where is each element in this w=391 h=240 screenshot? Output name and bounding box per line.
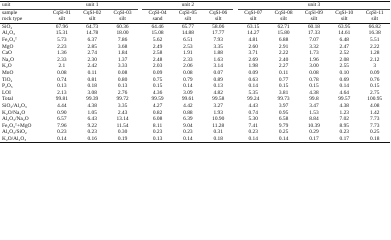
- value-cell: 2.06: [183, 63, 193, 70]
- value-cell: 2.60: [248, 43, 258, 50]
- value-cell: 0.14: [183, 83, 193, 90]
- row-label: Al₂O₃: [2, 30, 16, 37]
- value-cell: 64.73: [86, 23, 99, 30]
- value-cell: 7.96: [57, 122, 67, 129]
- value-cell: 99.59: [151, 96, 164, 103]
- value-cell: 6.08: [152, 116, 163, 123]
- value-cell: 1.98: [248, 63, 258, 70]
- value-cell: 2.52: [339, 50, 349, 57]
- value-cell: 4.38: [339, 102, 349, 109]
- value-cell: 0.07: [213, 69, 223, 76]
- row-label: MgO: [2, 43, 14, 50]
- value-cell: 11.28: [212, 122, 225, 129]
- value-cell: 9.22: [87, 122, 97, 129]
- sample-id: CqSl-08: [274, 9, 293, 16]
- value-cell: 1.23: [339, 109, 349, 116]
- value-cell: 8.11: [152, 122, 163, 129]
- value-cell: 1.84: [117, 50, 128, 57]
- value-cell: 6.88: [278, 36, 289, 43]
- rock-type-label: rock type: [0, 16, 47, 23]
- value-cell: 2.69: [248, 56, 258, 63]
- table-row: [0, 96, 390, 103]
- value-cell: 0.75: [152, 76, 163, 83]
- rock-type: silt: [107, 16, 137, 23]
- value-cell: 3.68: [117, 43, 128, 50]
- value-cell: 0.76: [370, 76, 380, 83]
- value-cell: 6.58: [278, 116, 289, 123]
- table-row: [0, 103, 390, 110]
- value-cell: 99.24: [247, 96, 260, 103]
- value-cell: 0.09: [152, 69, 163, 76]
- rock-type: silt: [47, 16, 77, 23]
- value-cell: 99.72: [116, 96, 129, 103]
- value-cell: 62.71: [277, 23, 290, 30]
- value-cell: 99.57: [338, 96, 351, 103]
- value-cell: 2.49: [152, 43, 163, 50]
- value-cell: 0.13: [57, 83, 67, 90]
- value-cell: 0.30: [117, 129, 128, 136]
- value-cell: 4.44: [57, 102, 67, 109]
- value-cell: 2.85: [87, 43, 97, 50]
- major-element-table: [0, 1, 390, 143]
- value-cell: 14.27: [247, 30, 260, 37]
- value-cell: 3.09: [183, 89, 193, 96]
- value-cell: 0.19: [107, 136, 137, 143]
- table-row: [0, 90, 390, 97]
- sample-id: CqSl-07: [244, 9, 263, 16]
- value-cell: 4.08: [370, 102, 380, 109]
- value-cell: 0.25: [278, 129, 289, 136]
- sample-id: CqSl-05: [178, 9, 197, 16]
- value-cell: 5.35: [248, 89, 258, 96]
- value-cell: 0.82: [152, 109, 163, 116]
- value-cell: 0.08: [309, 69, 319, 76]
- value-cell: 7.93: [213, 36, 223, 43]
- sample-header-row: [0, 9, 390, 16]
- value-cell: 3.27: [213, 102, 223, 109]
- value-cell: 4.27: [152, 102, 163, 109]
- value-cell: 0.15: [278, 83, 289, 90]
- value-cell: 2.08: [339, 56, 349, 63]
- row-label: CaO: [2, 50, 12, 57]
- value-cell: 16.38: [368, 30, 381, 37]
- value-cell: 0.17: [329, 136, 359, 143]
- sample-id: CqSl-06: [209, 9, 228, 16]
- value-cell: 9.04: [183, 122, 193, 129]
- rock-type: silt: [329, 16, 359, 23]
- table-row: [0, 77, 390, 84]
- value-cell: 15.80: [277, 30, 290, 37]
- value-cell: 0.23: [339, 129, 349, 136]
- value-cell: 14.61: [338, 30, 351, 37]
- value-cell: 0.25: [370, 129, 380, 136]
- value-cell: 2.40: [278, 56, 289, 63]
- sample-id: CqSl-02: [83, 9, 102, 16]
- value-cell: 0.11: [278, 69, 289, 76]
- table-row: [0, 44, 390, 51]
- value-cell: 0.23: [183, 129, 193, 136]
- value-cell: 3.33: [117, 63, 128, 70]
- value-cell: 0.14: [238, 136, 268, 143]
- value-cell: 0.63: [248, 76, 258, 83]
- value-cell: 2.48: [152, 56, 163, 63]
- value-cell: 64.46: [151, 23, 164, 30]
- rock-type: silt: [203, 16, 233, 23]
- value-cell: 2.30: [87, 56, 97, 63]
- value-cell: 2.22: [370, 43, 380, 50]
- value-cell: 1.96: [309, 56, 319, 63]
- sample-id: CqSl-03: [113, 9, 132, 16]
- table-row: [0, 83, 390, 90]
- row-label: SiO₂: [2, 23, 13, 30]
- table-row: [0, 63, 390, 70]
- value-cell: 18.00: [116, 30, 129, 37]
- value-cell: 0.14: [248, 83, 258, 90]
- value-cell: 0.23: [87, 129, 97, 136]
- value-cell: 0.23: [152, 129, 163, 136]
- value-cell: 5.62: [152, 36, 163, 43]
- value-cell: 3: [373, 63, 377, 70]
- row-label: TiO₂: [2, 76, 13, 83]
- value-cell: 58.06: [212, 23, 225, 30]
- sample-id: CqSl-01: [52, 9, 71, 16]
- sample-id: CqSl-10: [335, 9, 354, 16]
- value-cell: 6.48: [339, 36, 349, 43]
- value-cell: 14.78: [86, 30, 99, 37]
- value-cell: 66.82: [368, 23, 381, 30]
- value-cell: 0.14: [268, 136, 298, 143]
- value-cell: 1.91: [183, 50, 193, 57]
- value-cell: 7.41: [248, 122, 258, 129]
- value-cell: 4.38: [87, 102, 97, 109]
- value-cell: 65.77: [181, 23, 194, 30]
- row-label: Na₂O: [2, 56, 15, 63]
- value-cell: 0.74: [57, 76, 67, 83]
- value-cell: 6.39: [183, 116, 193, 123]
- value-cell: 3.47: [309, 102, 319, 109]
- value-cell: 2.33: [183, 56, 193, 63]
- value-cell: 0.09: [248, 69, 258, 76]
- unit-label: unit: [0, 2, 47, 10]
- row-label: Al₂O₃/SiO₂: [2, 129, 27, 136]
- table-row: [0, 136, 390, 143]
- row-label: SiO₂/Al₂O₃: [2, 102, 27, 109]
- sample-label: sample: [2, 9, 18, 16]
- value-cell: 6.37: [87, 36, 97, 43]
- value-cell: 0.80: [117, 76, 128, 83]
- value-cell: 99.81: [55, 96, 68, 103]
- value-cell: 14.88: [181, 30, 194, 37]
- value-cell: 0.23: [248, 129, 258, 136]
- value-cell: 15.31: [55, 30, 68, 37]
- table-row: [0, 116, 390, 123]
- value-cell: 2.75: [370, 89, 380, 96]
- table-row: [0, 50, 390, 57]
- value-cell: 0.15: [370, 83, 380, 90]
- value-cell: 100.95: [367, 96, 383, 103]
- value-cell: 0.15: [309, 83, 319, 90]
- row-label: K₂O/Al₂O₃: [0, 136, 47, 143]
- value-cell: 0.69: [339, 76, 349, 83]
- table-row: [0, 57, 390, 64]
- value-cell: 3.71: [248, 50, 258, 57]
- value-cell: 5.51: [370, 36, 380, 43]
- value-cell: 9.79: [278, 122, 289, 129]
- value-cell: 0.14: [47, 136, 77, 143]
- rock-type: silt: [359, 16, 390, 23]
- value-cell: 0.13: [142, 136, 172, 143]
- value-cell: 0.15: [152, 83, 163, 90]
- value-cell: 0.81: [87, 76, 97, 83]
- value-cell: 60.18: [307, 23, 320, 30]
- value-cell: 99.39: [86, 96, 99, 103]
- value-cell: 5.73: [57, 36, 67, 43]
- value-cell: 1.63: [213, 56, 223, 63]
- value-cell: 8.84: [309, 116, 319, 123]
- row-label: K₂O/Na₂O: [2, 109, 26, 116]
- row-label: K₂O: [2, 63, 12, 70]
- table-row: [0, 129, 390, 136]
- value-cell: 99.8: [309, 96, 319, 103]
- value-cell: 0.18: [359, 136, 390, 143]
- value-cell: 0.10: [339, 69, 349, 76]
- value-cell: 0.13: [117, 83, 128, 90]
- value-cell: 7.07: [309, 36, 319, 43]
- value-cell: 0.23: [57, 129, 67, 136]
- value-cell: 3.14: [213, 63, 223, 70]
- value-cell: 99.61: [181, 96, 194, 103]
- value-cell: 0.79: [183, 76, 193, 83]
- value-cell: 0.89: [213, 76, 223, 83]
- value-cell: 99.73: [277, 96, 290, 103]
- value-cell: 3.35: [213, 43, 223, 50]
- value-cell: 2.58: [152, 50, 163, 57]
- value-cell: 2.1: [58, 63, 66, 70]
- rock-type: silt: [268, 16, 298, 23]
- unit-1-header: unit 1: [47, 2, 138, 10]
- value-cell: 7.73: [370, 116, 380, 123]
- value-cell: 4.64: [339, 89, 349, 96]
- table-row: [0, 30, 390, 37]
- value-cell: 1.88: [213, 50, 223, 57]
- table-row: [0, 70, 390, 77]
- value-cell: 0.08: [117, 69, 128, 76]
- value-cell: 2.42: [87, 63, 97, 70]
- table-body: [0, 23, 390, 143]
- row-label: MnO: [2, 69, 14, 76]
- value-cell: 0.90: [57, 109, 67, 116]
- value-cell: 13.14: [116, 116, 129, 123]
- value-cell: 99.58: [212, 96, 225, 103]
- value-cell: 0.88: [183, 109, 193, 116]
- value-cell: 6.51: [183, 36, 193, 43]
- value-cell: 0.14: [339, 83, 349, 90]
- value-cell: 1.53: [309, 109, 319, 116]
- value-cell: 10.39: [307, 122, 320, 129]
- value-cell: 1.05: [87, 109, 97, 116]
- value-cell: 0.29: [309, 129, 319, 136]
- value-cell: 63.95: [338, 23, 351, 30]
- value-cell: 2.03: [152, 63, 163, 70]
- value-cell: 2.53: [183, 43, 193, 50]
- value-cell: 0.77: [278, 76, 289, 83]
- table-row: [0, 123, 390, 130]
- sample-id: CqSl-04: [148, 9, 167, 16]
- value-cell: 2.43: [117, 109, 128, 116]
- value-cell: 0.74: [248, 109, 258, 116]
- value-cell: 6.43: [87, 116, 97, 123]
- value-cell: 17.33: [307, 30, 320, 37]
- value-cell: 3.81: [278, 89, 289, 96]
- value-cell: 4.38: [309, 89, 319, 96]
- value-cell: 7.02: [339, 116, 349, 123]
- table-row: [0, 37, 390, 44]
- rock-type: silt: [238, 16, 268, 23]
- value-cell: 17.77: [212, 30, 225, 37]
- rock-type: silt: [299, 16, 329, 23]
- value-cell: 0.09: [370, 69, 380, 76]
- value-cell: 0.95: [278, 109, 289, 116]
- value-cell: 2.55: [339, 63, 349, 70]
- row-label: Total: [2, 96, 13, 103]
- value-cell: 1.36: [57, 50, 67, 57]
- value-cell: 2.23: [57, 43, 67, 50]
- value-cell: 2.22: [278, 50, 289, 57]
- value-cell: 0.13: [213, 83, 223, 90]
- row-label: Al₂O₃/Na₂O: [2, 116, 29, 123]
- value-cell: 0.31: [213, 129, 223, 136]
- value-cell: 2.13: [57, 89, 67, 96]
- value-cell: 0.11: [87, 69, 97, 76]
- value-cell: 4.82: [213, 89, 223, 96]
- value-cell: 11.54: [116, 122, 129, 129]
- value-cell: 1.37: [117, 56, 128, 63]
- rock-type: silt: [77, 16, 107, 23]
- table-row: [0, 23, 390, 30]
- value-cell: 7.73: [370, 122, 380, 129]
- value-cell: 63.15: [247, 23, 260, 30]
- value-cell: 1.42: [370, 109, 380, 116]
- value-cell: 1.73: [309, 50, 319, 57]
- row-label: Fe₂O₃ᵀ+MgO: [2, 122, 32, 129]
- value-cell: 2.74: [87, 50, 97, 57]
- sample-id: CqSl-11: [365, 9, 384, 16]
- value-cell: 3.00: [309, 63, 319, 70]
- rock-type: sand: [142, 16, 172, 23]
- sample-id: CqSl-09: [304, 9, 323, 16]
- value-cell: 4.81: [248, 36, 258, 43]
- rock-type-row: [0, 16, 390, 23]
- value-cell: 60.36: [116, 23, 129, 30]
- value-cell: 4.43: [248, 102, 258, 109]
- value-cell: 2.33: [57, 56, 67, 63]
- value-cell: 2.27: [278, 63, 289, 70]
- value-cell: 8.95: [339, 122, 349, 129]
- value-cell: 3.32: [309, 43, 319, 50]
- value-cell: 15.08: [151, 30, 164, 37]
- value-cell: 0.18: [203, 136, 233, 143]
- unit-3-header: unit 3: [238, 2, 390, 10]
- value-cell: 4.42: [183, 102, 193, 109]
- row-label: P₂O₅: [2, 83, 13, 90]
- value-cell: 3.97: [278, 102, 289, 109]
- value-cell: 4.36: [152, 89, 163, 96]
- value-cell: 0.08: [183, 69, 193, 76]
- value-cell: 0.17: [299, 136, 329, 143]
- value-cell: 0.16: [77, 136, 107, 143]
- table-row: [0, 110, 390, 117]
- value-cell: 3.35: [117, 102, 128, 109]
- value-cell: 7.86: [117, 36, 128, 43]
- value-cell: 1.93: [213, 109, 223, 116]
- value-cell: 2.91: [278, 43, 289, 50]
- rock-type: silt: [173, 16, 203, 23]
- value-cell: 3.08: [87, 89, 97, 96]
- value-cell: 2.12: [370, 56, 380, 63]
- row-label: Fe₂O₃ᵀ: [2, 36, 17, 43]
- value-cell: 0.14: [173, 136, 203, 143]
- value-cell: 5.30: [248, 116, 258, 123]
- row-label: LOI: [2, 89, 11, 96]
- value-cell: 6.57: [57, 116, 67, 123]
- unit-2-header: unit 2: [142, 2, 233, 10]
- unit-header-row: [0, 2, 390, 10]
- value-cell: 0.78: [309, 76, 319, 83]
- value-cell: 1.28: [370, 50, 380, 57]
- value-cell: 10.90: [212, 116, 225, 123]
- value-cell: 67.96: [55, 23, 68, 30]
- value-cell: 0.18: [87, 83, 97, 90]
- value-cell: 2.76: [117, 89, 128, 96]
- value-cell: 2.47: [339, 43, 349, 50]
- value-cell: 0.08: [57, 69, 67, 76]
